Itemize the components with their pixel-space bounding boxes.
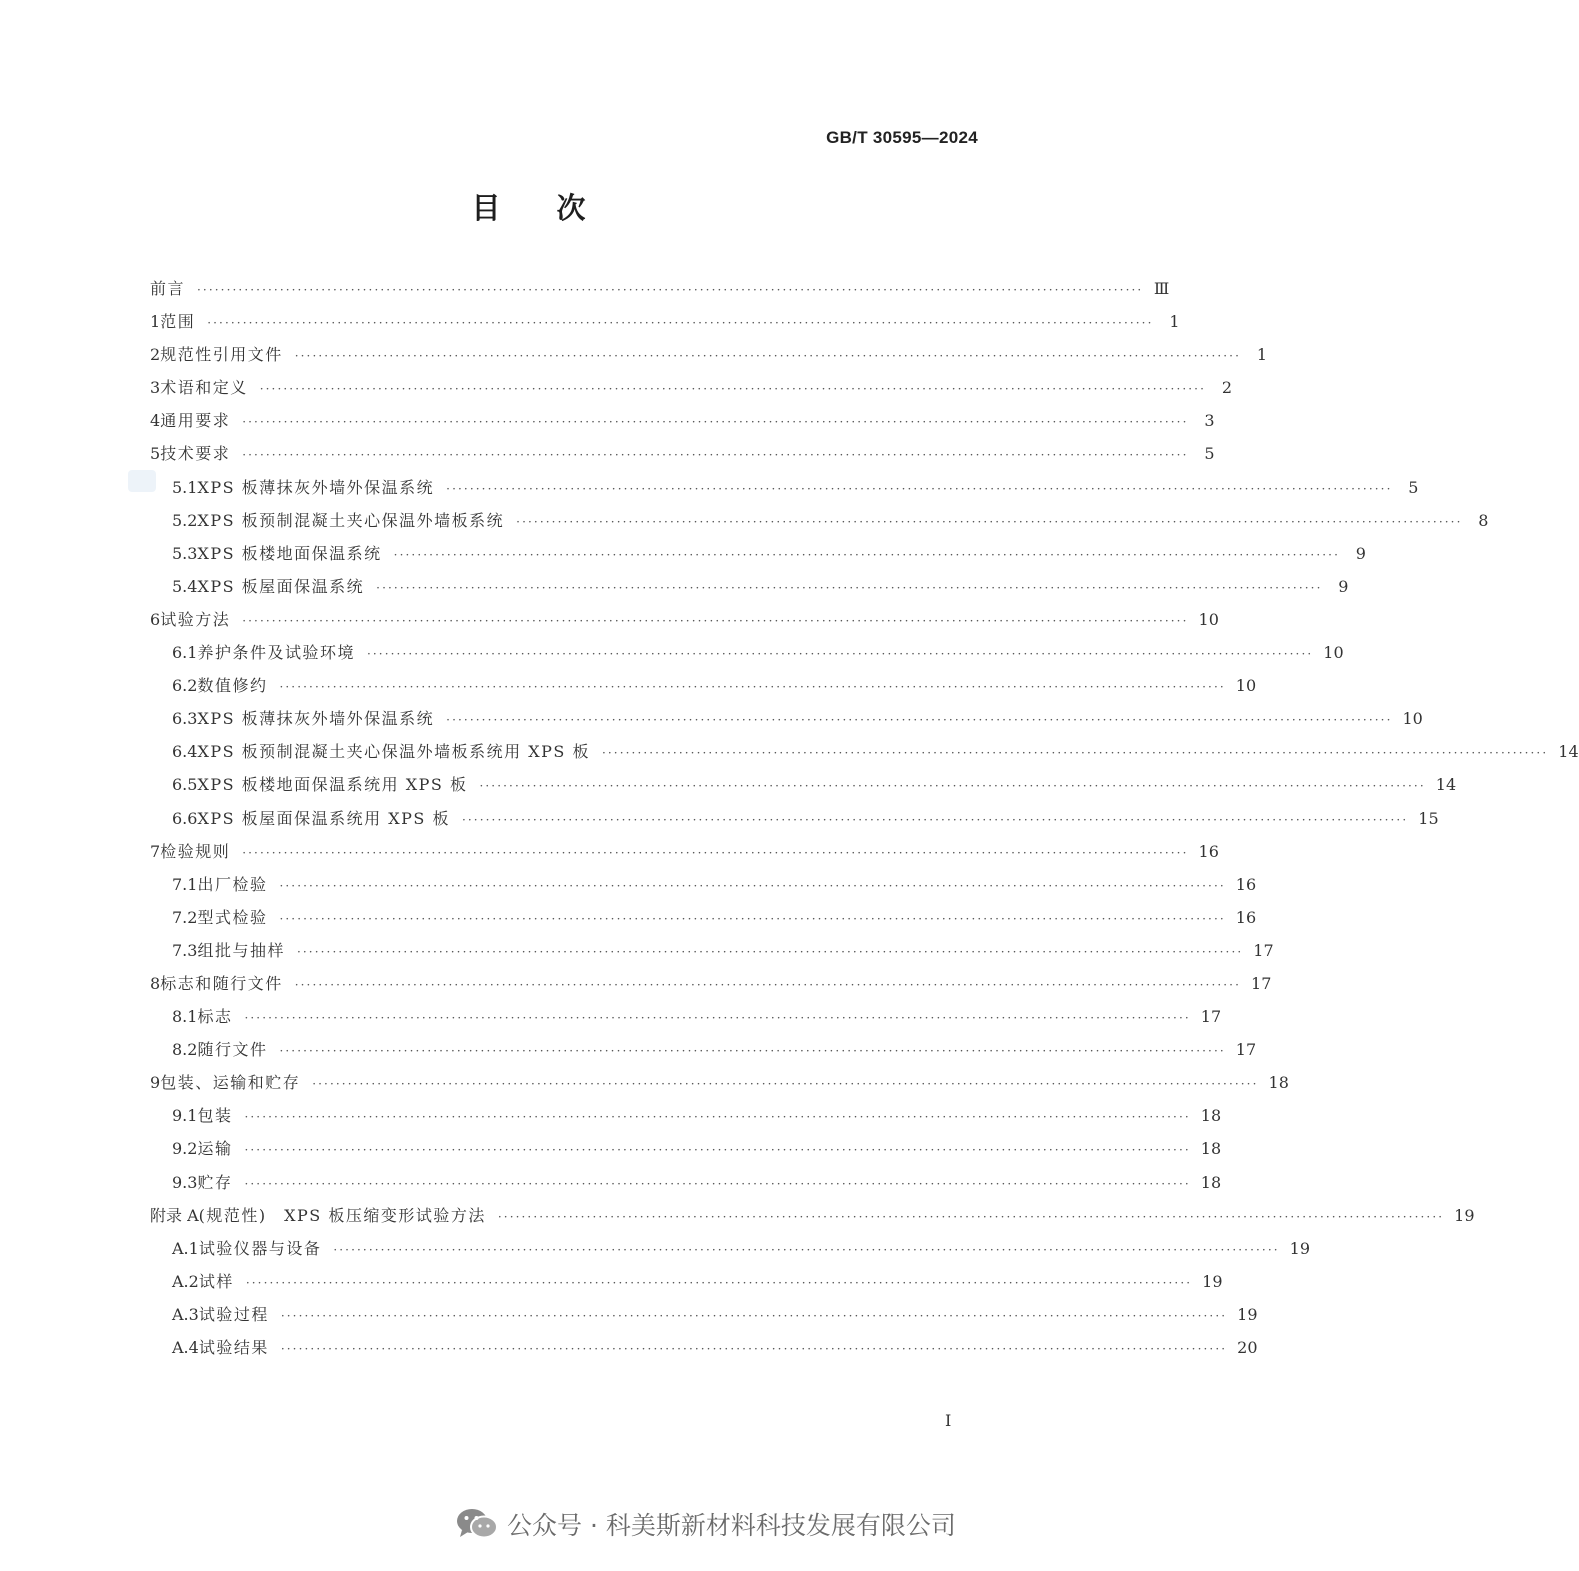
toc-entry-page: 16: [1235, 874, 1257, 894]
toc-entry-page: 3: [1204, 411, 1215, 431]
toc-entry-page: 5: [1408, 477, 1419, 497]
toc-entry[interactable]: [150, 1302, 1258, 1335]
toc-entry-label: 术语和定义: [160, 378, 248, 398]
toc-dot-leader: ································································································································································: [242, 415, 1189, 430]
toc-entry-number: A.2: [172, 1271, 199, 1291]
toc-dot-leader: ································································································································································: [244, 1011, 1191, 1026]
toc-entry-number: 7: [150, 841, 161, 861]
toc-dot-leader: ································································································································································: [197, 283, 1144, 297]
toc-entry-label: 型式检验: [197, 907, 268, 927]
toc-dot-leader: ································································································································································: [242, 845, 1189, 860]
toc-entry-number: A.4: [172, 1338, 199, 1357]
toc-entry[interactable]: [150, 1070, 1289, 1103]
toc-entry-label: XPS 板楼地面保温系统用 XPS 板: [197, 775, 468, 795]
toc-entry-number: 5.1: [172, 477, 198, 497]
toc-entry[interactable]: [150, 1203, 1475, 1236]
toc-entry[interactable]: [150, 342, 1268, 375]
toc-entry[interactable]: [150, 607, 1219, 640]
toc-entry-page: 19: [1202, 1271, 1223, 1291]
toc-entry-label: 出厂检验: [197, 874, 268, 894]
toc-entry-number: 5: [150, 444, 161, 464]
toc-entry-label: 技术要求: [160, 444, 231, 464]
toc-dot-leader: ································································································································································: [244, 1176, 1191, 1191]
toc-entry-label: 随行文件: [197, 1040, 268, 1060]
toc-entry-label: 包装、运输和贮存: [160, 1073, 301, 1093]
toc-dot-leader: ································································································································································: [333, 1242, 1280, 1257]
toc-dot-leader: ································································································································································: [479, 779, 1426, 794]
toc-entry-label: 试验结果: [198, 1338, 269, 1357]
toc-entry-label: XPS 板屋面保温系统: [197, 576, 365, 596]
toc-dot-leader: ································································································································································: [296, 944, 1244, 959]
toc-entry-page: 8: [1478, 510, 1489, 530]
toc-entry[interactable]: [150, 475, 1419, 508]
toc-entry-number: 6.2: [172, 676, 198, 696]
page-number: Ⅰ: [945, 1411, 952, 1430]
toc-entry-number: 6.1: [172, 643, 198, 663]
toc-entry-number: 6.5: [172, 775, 198, 795]
toc-entry-number: 4: [150, 411, 161, 431]
toc-entry-page: 18: [1200, 1172, 1222, 1192]
toc-entry-number: 5.4: [172, 576, 198, 596]
toc-dot-leader: ································································································································································: [601, 746, 1549, 761]
toc-dot-leader: ································································································································································: [279, 680, 1226, 695]
toc-entry[interactable]: [150, 1236, 1311, 1269]
toc-entry-number: 6: [150, 609, 161, 629]
toc-entry[interactable]: [150, 508, 1489, 541]
toc-entry-page: 5: [1204, 444, 1215, 464]
toc-entry-number: 2: [150, 345, 161, 365]
toc-dot-leader: ································································································································································: [279, 878, 1226, 893]
toc-entry[interactable]: [150, 938, 1274, 971]
toc-entry-number: A.3: [172, 1304, 199, 1324]
toc-entry-page: 10: [1235, 676, 1257, 696]
toc-entry[interactable]: [150, 706, 1423, 739]
toc-entry-number: 1: [150, 312, 161, 332]
toc-entry[interactable]: [150, 1004, 1222, 1037]
standard-number: GB/T 30595—2024: [826, 128, 978, 147]
toc-entry-number: 9.3: [172, 1172, 198, 1192]
toc-entry-number: 7.1: [172, 874, 198, 894]
toc-entry-number: 6.6: [172, 808, 198, 828]
toc-entry-page: 20: [1237, 1338, 1258, 1357]
toc-dot-leader: ································································································································································: [312, 1077, 1259, 1092]
toc-dot-leader: ································································································································································: [376, 580, 1323, 595]
toc-dot-leader: ································································································································································: [244, 1110, 1191, 1125]
toc-entry-page: 9: [1338, 576, 1349, 596]
toc-entry[interactable]: [150, 872, 1257, 905]
toc-dot-leader: ································································································································································: [244, 1143, 1191, 1158]
toc-entry[interactable]: [150, 1037, 1257, 1070]
toc-entry-number: 附录 A: [150, 1205, 199, 1225]
toc-entry-label: 试样: [198, 1271, 234, 1291]
toc-entry-page: 16: [1235, 907, 1257, 927]
toc-entry-page: 1: [1256, 345, 1268, 365]
watermark-text: 公众号 · 科美斯新材料科技发展有限公司: [507, 1511, 956, 1540]
toc-dot-leader: ································································································································································: [294, 977, 1242, 992]
toc-entry-label: XPS 板屋面保温系统用 XPS 板: [197, 808, 450, 828]
toc-dot-leader: ································································································································································: [366, 647, 1314, 662]
toc-entry-label: 前言: [150, 279, 186, 298]
toc-dot-leader: ································································································································································: [497, 1209, 1445, 1224]
toc-entry-label: 贮存: [197, 1172, 233, 1192]
toc-entry-page: 2: [1221, 378, 1233, 398]
table-of-contents: [150, 276, 1579, 1368]
toc-dot-leader: ································································································································································: [446, 713, 1393, 728]
toc-entry[interactable]: [150, 1335, 1258, 1368]
toc-entry-page: 18: [1200, 1106, 1222, 1126]
wechat-icon: [455, 1506, 499, 1542]
toc-entry-label: 包装: [197, 1106, 233, 1126]
toc-entry-page: 9: [1355, 543, 1366, 563]
toc-entry[interactable]: [150, 309, 1180, 342]
toc-entry-page: 14: [1558, 742, 1579, 762]
toc-entry-page: 18: [1200, 1139, 1222, 1159]
toc-dot-leader: ································································································································································: [245, 1275, 1193, 1290]
toc-entry[interactable]: [150, 441, 1215, 474]
toc-entry[interactable]: [150, 905, 1257, 938]
toc-entry-number: A.1: [172, 1238, 199, 1258]
toc-entry-label: XPS 板预制混凝土夹心保温外墙板系统用 XPS 板: [197, 742, 590, 762]
toc-entry-label: 范围: [160, 312, 196, 332]
toc-entry[interactable]: [150, 673, 1257, 706]
toc-entry-page: 17: [1200, 1007, 1222, 1027]
page-title: 目次: [471, 191, 642, 225]
toc-dot-leader: ································································································································································: [294, 349, 1242, 364]
toc-entry[interactable]: [150, 276, 1170, 309]
toc-entry-page: 10: [1198, 609, 1219, 629]
toc-dot-leader: ································································································································································: [259, 382, 1207, 397]
toc-entry-label: XPS 板薄抹灰外墙外保温系统: [197, 709, 435, 729]
toc-entry-number: 6.3: [172, 709, 198, 729]
toc-entry-label: 运输: [197, 1139, 233, 1159]
toc-dot-leader: ································································································································································: [279, 911, 1226, 926]
toc-entry-number: 9.2: [172, 1139, 198, 1159]
toc-entry-label: 养护条件及试验环境: [197, 643, 355, 663]
toc-entry-label: XPS 板预制混凝土夹心保温外墙板系统: [197, 510, 505, 530]
toc-entry-label: 试验仪器与设备: [198, 1238, 322, 1258]
toc-entry[interactable]: [150, 574, 1349, 607]
toc-dot-leader: ································································································································································: [280, 1308, 1228, 1323]
toc-dot-leader: ································································································································································: [446, 481, 1393, 496]
toc-entry-label: 规范性引用文件: [160, 345, 283, 365]
toc-entry-page: 19: [1454, 1205, 1475, 1225]
toc-entry[interactable]: [150, 806, 1439, 839]
toc-entry-page: 10: [1323, 643, 1344, 663]
toc-entry-number: 8.2: [172, 1040, 198, 1060]
toc-dot-leader: ································································································································································: [242, 448, 1189, 463]
toc-entry-page: 19: [1289, 1238, 1311, 1258]
toc-dot-leader: ································································································································································: [516, 514, 1463, 529]
watermark: [455, 1506, 956, 1542]
toc-entry-label: 组批与抽样: [197, 940, 285, 960]
toc-entry-page: 16: [1198, 841, 1219, 861]
toc-entry[interactable]: [150, 839, 1219, 872]
toc-entry-page: 1: [1169, 312, 1180, 332]
toc-entry[interactable]: [150, 375, 1233, 408]
toc-entry-label: 数值修约: [197, 676, 268, 696]
toc-entry-label: (规范性) XPS 板压缩变形试验方法: [198, 1205, 486, 1225]
toc-entry-number: 7.2: [172, 907, 198, 927]
toc-entry-label: XPS 板楼地面保温系统: [197, 543, 382, 563]
toc-entry[interactable]: [150, 1170, 1222, 1203]
toc-entry-label: 标志和随行文件: [160, 973, 283, 993]
toc-dot-leader: ································································································································································: [279, 1044, 1226, 1059]
toc-entry-number: 5.2: [172, 510, 198, 530]
toc-entry[interactable]: [150, 640, 1344, 673]
toc-entry-label: 通用要求: [160, 411, 231, 431]
toc-dot-leader: ································································································································································: [207, 316, 1154, 331]
toc-entry-number: 5.3: [172, 543, 198, 563]
toc-entry[interactable]: [150, 1269, 1223, 1302]
toc-entry[interactable]: [150, 739, 1579, 772]
toc-entry-page: 10: [1402, 709, 1423, 729]
toc-entry-page: 17: [1253, 940, 1274, 960]
toc-entry[interactable]: [150, 1103, 1222, 1136]
toc-entry-number: 8: [150, 973, 161, 993]
toc-entry-page: 17: [1235, 1040, 1257, 1060]
toc-dot-leader: ································································································································································: [242, 613, 1189, 628]
toc-entry-page: 17: [1251, 973, 1272, 993]
toc-entry-number: 6.4: [172, 742, 198, 762]
toc-entry-page: 19: [1237, 1304, 1258, 1324]
toc-entry[interactable]: [150, 408, 1215, 441]
toc-entry[interactable]: [150, 971, 1272, 1004]
toc-entry-number: 7.3: [172, 940, 198, 960]
toc-entry[interactable]: [150, 1136, 1222, 1169]
toc-entry-label: 检验规则: [160, 841, 231, 861]
toc-entry-label: XPS 板薄抹灰外墙外保温系统: [197, 477, 435, 497]
toc-entry-number: 9: [150, 1073, 161, 1093]
toc-entry-label: 标志: [197, 1007, 233, 1027]
toc-entry-label: 试验方法: [160, 609, 231, 629]
toc-entry-number: 3: [150, 378, 161, 398]
toc-entry-number: 8.1: [172, 1007, 198, 1027]
toc-entry-number: 9.1: [172, 1106, 198, 1126]
toc-entry[interactable]: [150, 772, 1457, 805]
toc-dot-leader: ································································································································································: [393, 547, 1340, 562]
toc-entry-page: 14: [1435, 775, 1457, 795]
toc-entry-page: Ⅲ: [1153, 279, 1170, 298]
toc-entry[interactable]: [150, 541, 1366, 574]
toc-dot-leader: ································································································································································: [461, 812, 1409, 827]
toc-entry-label: 试验过程: [198, 1304, 269, 1324]
toc-dot-leader: ································································································································································: [280, 1342, 1228, 1356]
toc-entry-page: 18: [1268, 1073, 1289, 1093]
toc-entry-page: 15: [1418, 808, 1439, 828]
